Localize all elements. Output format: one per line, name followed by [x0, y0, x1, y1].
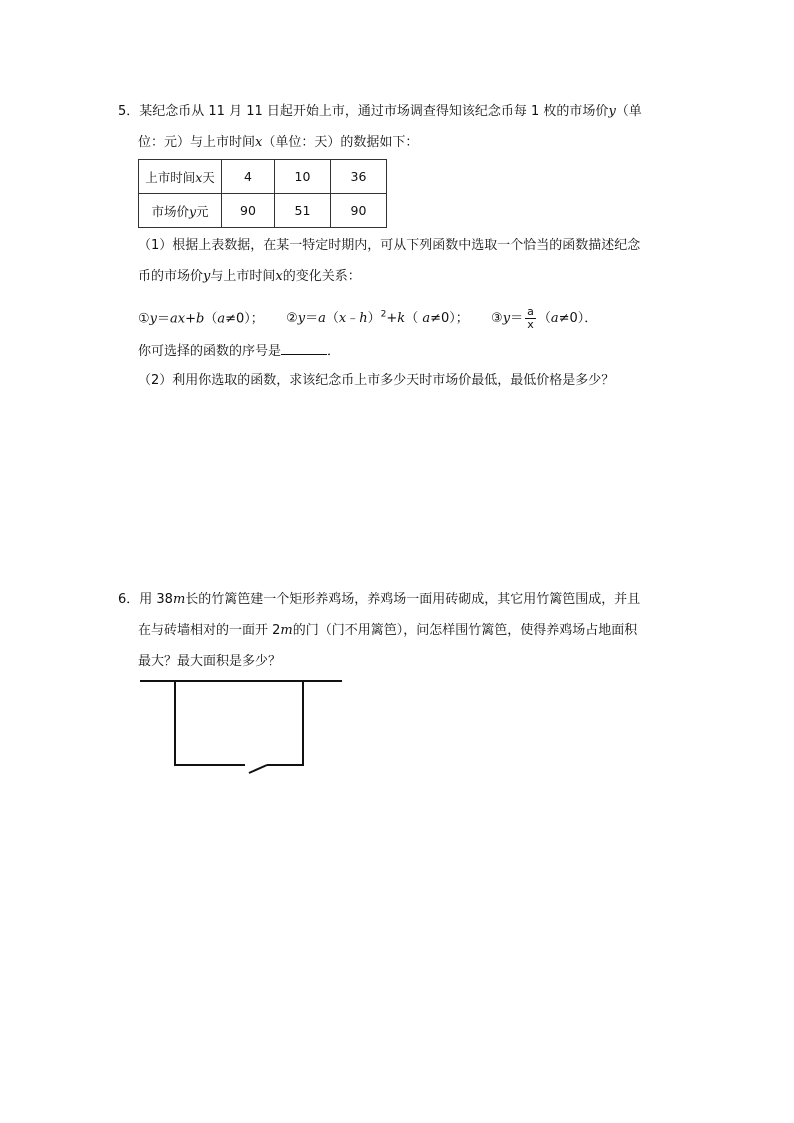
q6-line2: [138, 622, 637, 640]
q6-line1-b: 长的竹篱笆建一个矩形养鸡场，养鸡场一面用砖砌成，其它用竹篱笆围成，并且: [185, 592, 641, 607]
q6-line1: [118, 591, 640, 609]
opt2-cond-a: a: [422, 311, 431, 327]
table-row-label: [139, 194, 222, 228]
part1-b-start: 币的市场价: [138, 269, 204, 284]
opt1-circ: ①: [138, 311, 150, 327]
opt2-a: a: [318, 311, 326, 327]
part1-b-end: 的变化关系：: [282, 269, 361, 284]
table-cell: 10: [275, 160, 331, 194]
table-row-label: [139, 160, 222, 194]
opt2-close: ）: [367, 311, 381, 327]
opt1-y: y: [149, 311, 158, 327]
table-cell: 36: [331, 160, 387, 194]
opt2-h: h: [359, 311, 368, 327]
opt1-ax: ax: [170, 311, 186, 327]
row1-var: x: [195, 169, 203, 185]
q6-line2-a: 在与砖墙相对的一面开 2: [138, 623, 281, 638]
table-row: [139, 160, 387, 194]
q5-number: 5．: [118, 104, 140, 119]
opt1-cond-open: （: [204, 311, 218, 327]
opt2-sup: 2: [380, 310, 387, 320]
q6-line1-a: 用 38: [139, 592, 173, 607]
data-table: [138, 159, 387, 228]
q5-part2: （2）利用你选取的函数，求该纪念币上市多少天时市场价最低，最低价格是多少？: [138, 373, 615, 388]
table-cell: 51: [275, 194, 331, 228]
q5-options: [138, 303, 597, 331]
q5-line1-var: y: [608, 104, 616, 119]
row2-var: y: [188, 203, 197, 219]
q6-line2-b: 的门（门不用篱笆），问怎样围竹篱笆，使得养鸡场占地面积: [292, 623, 638, 638]
opt2-cond-close: ≠0）；: [430, 311, 469, 327]
opt2-circ: ②: [286, 311, 298, 327]
opt2-minus: ﹣: [346, 311, 360, 327]
choose-end: ．: [327, 344, 341, 359]
fraction-denominator: x: [527, 318, 534, 332]
opt3-cond-open: （: [537, 311, 551, 327]
choose-start: 你可选择的函数的序号是: [138, 344, 282, 359]
q6-number: 6．: [118, 592, 140, 607]
q5-part1-line1: （1）根据上表数据，在某一特定时期内，可从下列函数中选取一个恰当的函数描述纪念: [138, 238, 641, 253]
table-cell: 90: [222, 194, 275, 228]
row1-unit: 天: [202, 169, 215, 185]
q5-line2-var: x: [255, 135, 263, 150]
q6-line2-m: m: [280, 623, 293, 638]
q5-line2: [138, 134, 418, 152]
gate-door: [249, 765, 267, 773]
opt3-cond-close: ≠0）．: [558, 311, 598, 327]
q5-choose-line: [138, 341, 340, 361]
opt2-x: x: [338, 311, 347, 327]
table-cell: 90: [331, 194, 387, 228]
opt1-cond-close: ≠0）；: [225, 311, 264, 327]
option-3: [491, 305, 598, 332]
part1-b-var2: x: [275, 269, 283, 284]
table-row: [139, 194, 387, 228]
opt2-eq: ＝: [305, 311, 319, 327]
row1-label: 上市时间: [145, 169, 196, 185]
opt1-plus: +: [185, 311, 197, 327]
opt3-cond-a: a: [550, 311, 559, 327]
enclosure-diagram: [138, 675, 348, 785]
opt3-circ: ③: [491, 311, 503, 327]
opt3-eq: ＝: [510, 311, 524, 327]
fraction-numerator: a: [527, 305, 534, 319]
opt3-y: y: [502, 311, 511, 327]
row2-unit: 元: [196, 203, 209, 219]
opt2-k: k: [397, 311, 406, 327]
option-1: [138, 311, 264, 326]
option-2: [286, 311, 469, 326]
opt1-b: b: [196, 311, 205, 327]
q5-part1-line2: [138, 268, 361, 286]
table-cell: 4: [222, 160, 275, 194]
part1-b-mid: 与上市时间: [210, 269, 276, 284]
q5-line2-start: 位：元）与上市时间: [138, 135, 256, 150]
opt2-cond-open: （: [405, 311, 423, 327]
answer-blank[interactable]: [281, 341, 327, 355]
opt1-cond-a: a: [217, 311, 226, 327]
row2-label: 市场价: [151, 203, 189, 219]
q5-line1-text: 某纪念币从 11 月 11 日起开始上市，通过市场调查得知该纪念币每 1 枚的市场价: [139, 104, 609, 119]
q6-line1-m: m: [172, 592, 186, 607]
fraction: [525, 306, 536, 331]
opt1-eq: ＝: [157, 311, 171, 327]
opt2-plus: +: [386, 311, 398, 327]
q5-line1: [118, 103, 642, 121]
q5-line1-end: （单: [615, 104, 642, 119]
q5-line2-end: （单位：天）的数据如下：: [262, 135, 419, 150]
part1-b-var1: y: [203, 269, 211, 284]
opt2-open: （: [325, 311, 339, 327]
opt2-y: y: [297, 311, 306, 327]
q6-line3: 最大？最大面积是多少？: [138, 654, 282, 669]
